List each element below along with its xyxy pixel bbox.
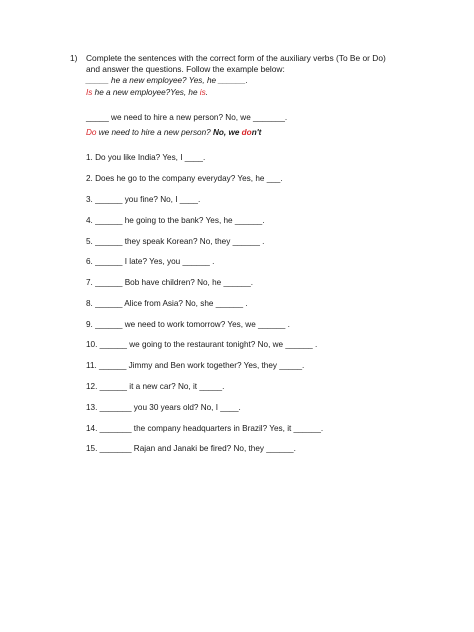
question-8: 8. ______ Alice from Asia? No, she ______ . [86, 299, 248, 308]
example-1-answer-word: Is [86, 88, 93, 97]
question-1: 1. Do you like India? Yes, I ____. [86, 153, 206, 162]
question-10: 10. ______ we going to the restaurant tonight? No, we ______ . [86, 340, 318, 349]
example-1-text: he a new employee? Yes, he ______. [108, 76, 248, 85]
task-number: 1) [70, 53, 78, 63]
question-5: 5. ______ they speak Korean? No, they ______ . [86, 237, 265, 246]
question-3: 3. ______ you fine? No, I ____. [86, 195, 201, 204]
question-2: 2. Does he go to the company everyday? Yes, he ___. [86, 174, 283, 183]
example-2-answer-nt: n't [251, 128, 262, 137]
example-2-answer-mid: we need to hire a new person? [96, 128, 213, 137]
example-2-answer-do: do [241, 128, 252, 137]
question-6: 6. ______ I late? Yes, you ______ . [86, 257, 215, 266]
example-2-answer-we: , we [223, 128, 242, 137]
question-9: 9. ______ we need to work tomorrow? Yes, we ______ . [86, 320, 290, 329]
instruction-line-2: and answer the questions. Follow the example below: [86, 63, 285, 74]
example-2-answer-word: Do [86, 128, 97, 137]
example-2-answer [86, 128, 261, 137]
task-instructions [86, 53, 416, 74]
instruction-line-1: Complete the sentences with the correct form of the auxiliary verbs (To Be or Do) [86, 53, 386, 63]
question-13: 13. _______ you 30 years old? No, I ____. [86, 403, 241, 412]
example-2-answer-no: No [213, 128, 224, 137]
example-1-answer-fill: is [199, 88, 206, 97]
example-1-prompt [86, 76, 248, 85]
question-14: 14. _______ the company headquarters in Brazil? Yes, it ______. [86, 424, 324, 433]
example-1-answer [86, 88, 208, 97]
example-1-blank: _____ [86, 76, 109, 85]
example-2-prompt: _____ we need to hire a new person? No, we _______. [86, 113, 288, 122]
example-1-answer-end: . [205, 88, 208, 97]
example-1-answer-mid: he a new employee?Yes, he [92, 88, 200, 97]
question-15: 15. _______ Rajan and Janaki be fired? No, they ______. [86, 444, 296, 453]
question-12: 12. ______ it a new car? No, it _____. [86, 382, 225, 391]
question-4: 4. ______ he going to the bank? Yes, he ______. [86, 216, 265, 225]
question-11: 11. ______ Jimmy and Ben work together? Yes, they _____. [86, 361, 305, 370]
question-7: 7. ______ Bob have children? No, he ______. [86, 278, 254, 287]
